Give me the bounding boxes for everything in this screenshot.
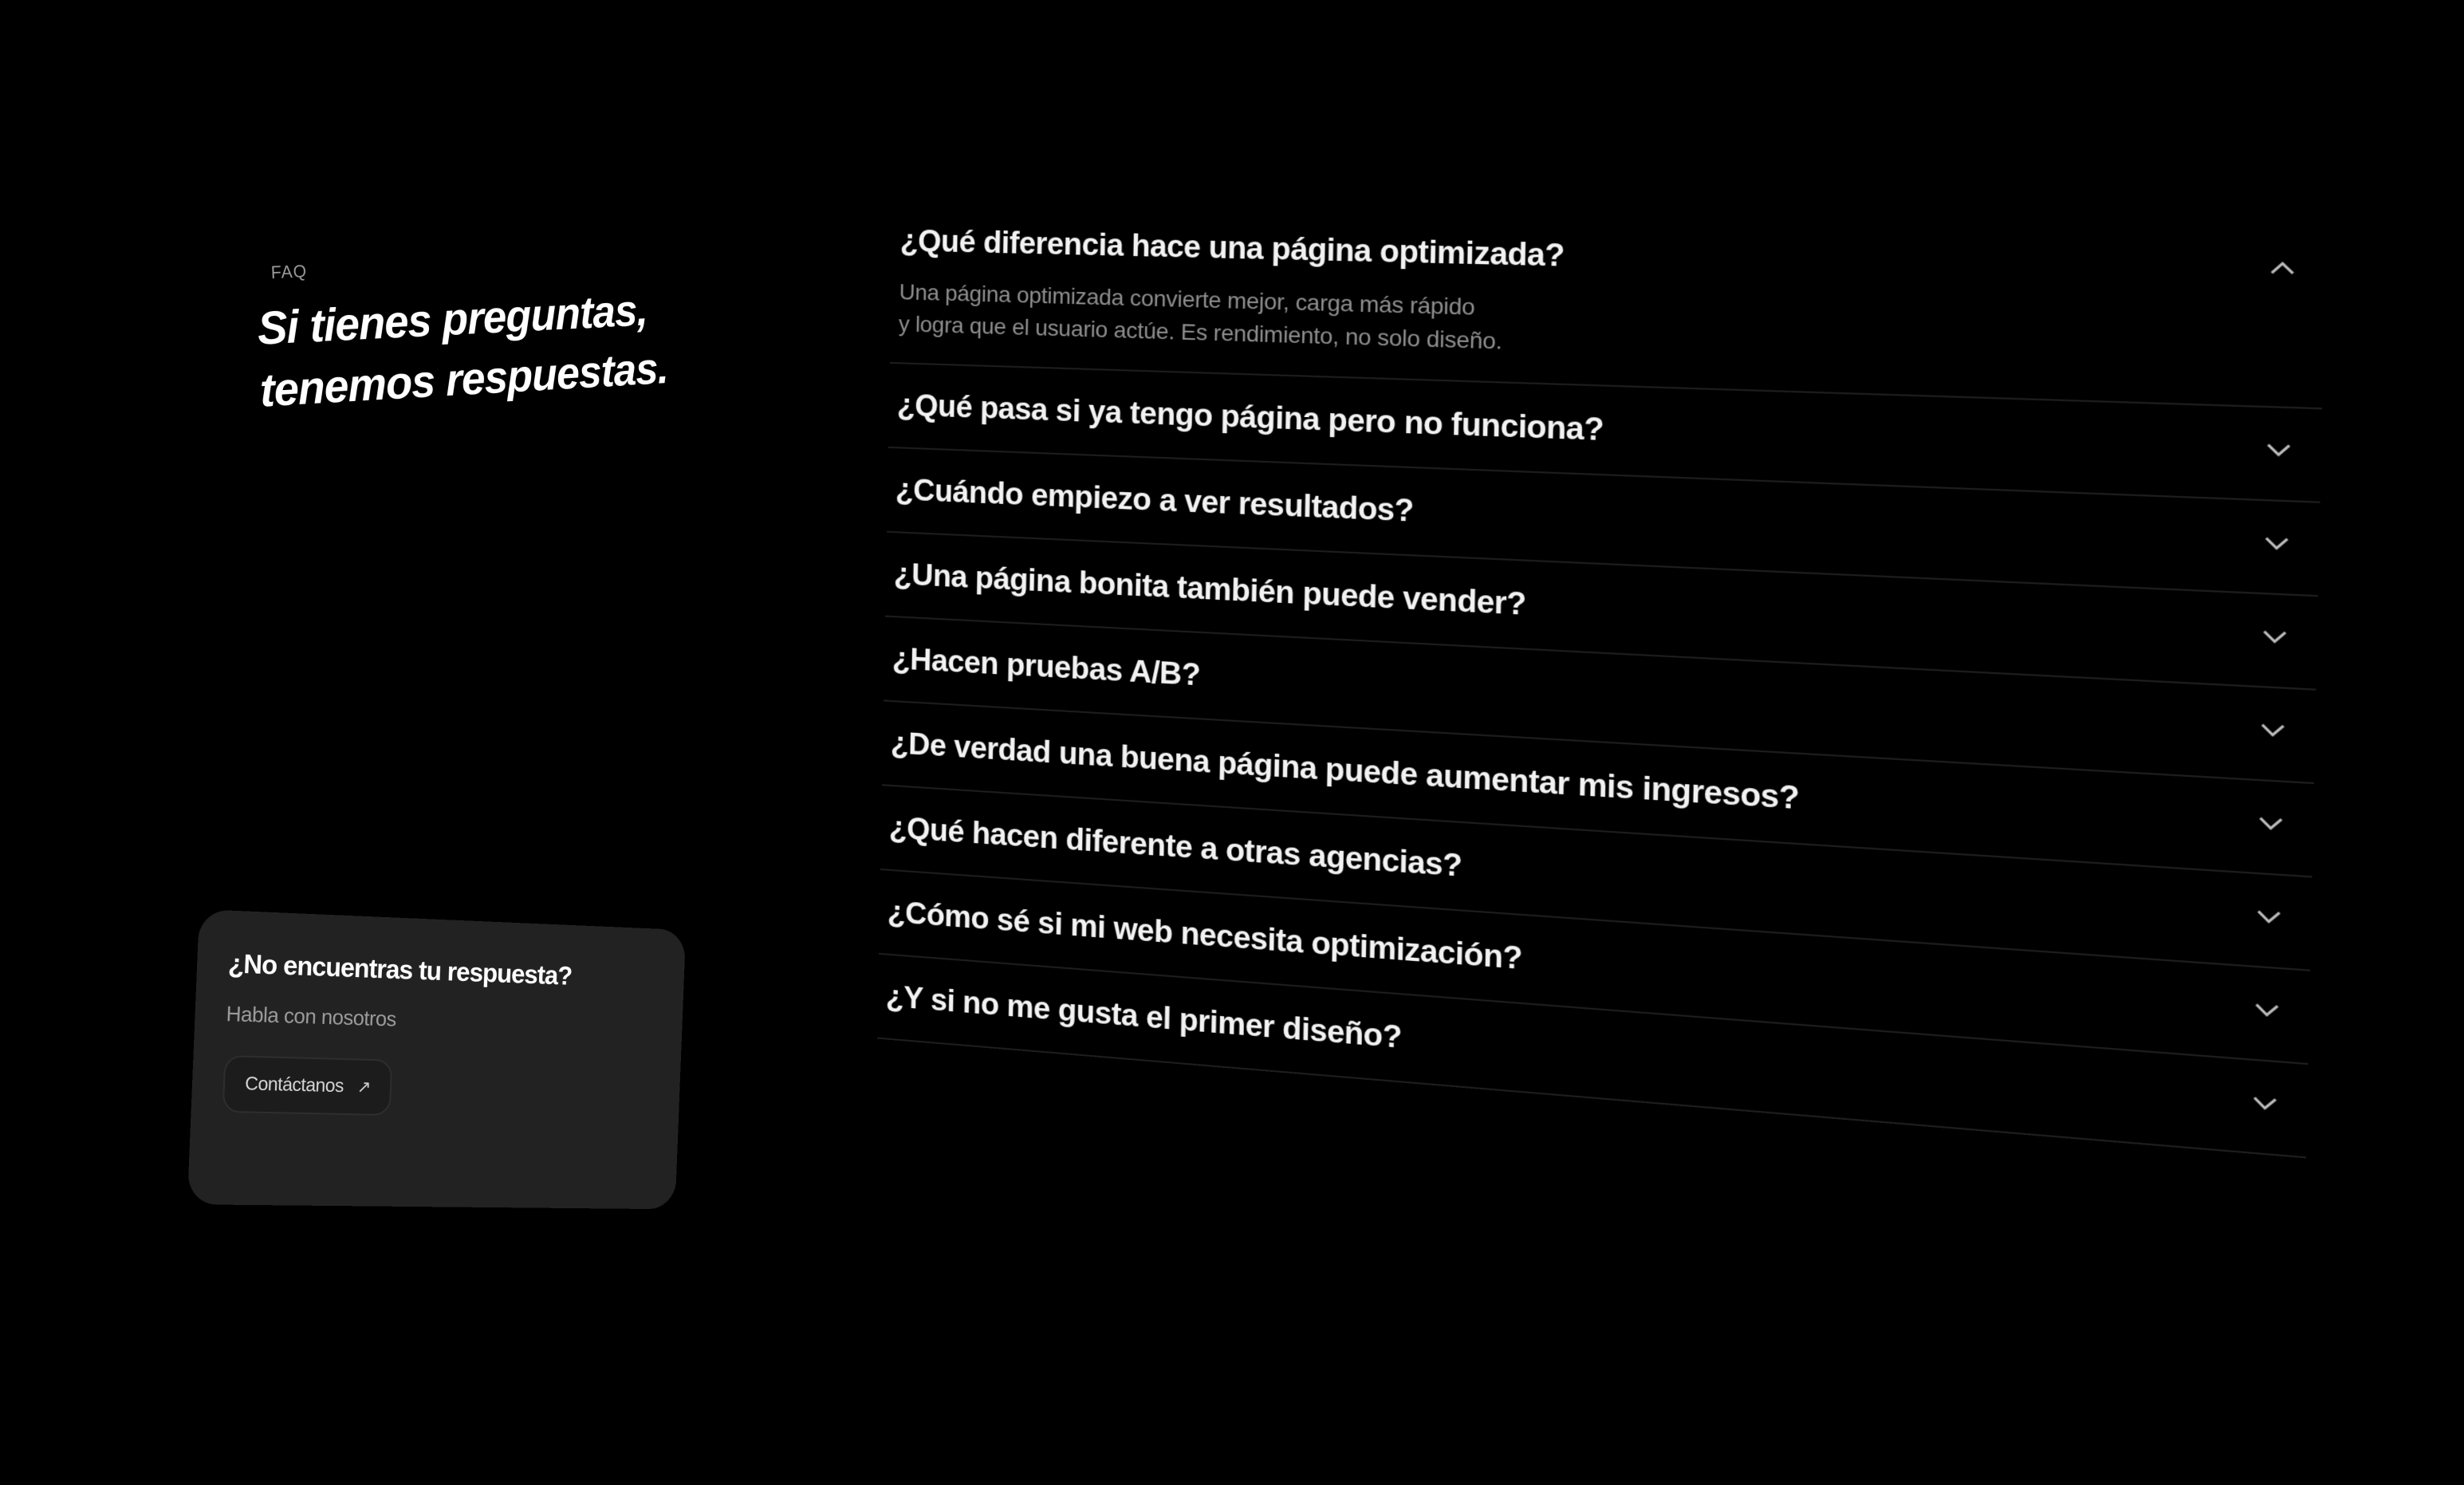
faq-question[interactable]: ¿Una página bonita también puede vender? xyxy=(893,557,1527,623)
faq-question[interactable]: ¿Hacen pruebas A/B? xyxy=(892,642,1201,693)
chevron-up-icon[interactable] xyxy=(2269,260,2296,277)
contact-button[interactable] xyxy=(222,1055,393,1116)
chevron-down-icon[interactable] xyxy=(2255,908,2282,925)
chevron-down-icon[interactable] xyxy=(2257,814,2285,832)
faq-accordion xyxy=(877,199,2326,1158)
faq-answer-line-2: y logra que el usuario actúe. Es rendimiento, no solo diseño. xyxy=(898,311,1502,354)
faq-eyebrow: FAQ xyxy=(270,261,308,283)
faq-intro xyxy=(255,246,711,423)
contact-button-label: Contáctanos xyxy=(244,1073,344,1097)
chevron-down-icon[interactable] xyxy=(2253,1001,2281,1018)
faq-question[interactable]: ¿Cómo sé si mi web necesita optimización? xyxy=(887,895,1523,977)
faq-question[interactable]: ¿Qué diferencia hace una página optimizada? xyxy=(899,224,1565,274)
faq-question[interactable]: ¿De verdad una buena página puede aumentar mis ingresos? xyxy=(890,726,1800,817)
faq-answer-line-1: Una página optimizada convierte mejor, carga más rápido xyxy=(899,279,1475,321)
faq-question[interactable]: ¿Qué pasa si ya tengo página pero no funciona? xyxy=(896,388,1604,448)
contact-card-subtitle: Habla con nosotros xyxy=(226,1002,397,1031)
faq-question[interactable]: ¿Cuándo empiezo a ver resultados? xyxy=(895,473,1415,530)
faq-heading-line-2: tenemos respuestas. xyxy=(258,343,669,417)
chevron-down-icon[interactable] xyxy=(2261,628,2289,644)
faq-heading xyxy=(257,278,712,423)
chevron-down-icon[interactable] xyxy=(2265,441,2292,458)
faq-answer xyxy=(899,276,1615,361)
faq-heading-line-1: Si tienes preguntas, xyxy=(256,286,648,355)
arrow-up-right-icon: ↗ xyxy=(356,1077,372,1097)
chevron-down-icon[interactable] xyxy=(2263,534,2290,551)
faq-question[interactable]: ¿Qué hacen diferente a otras agencias? xyxy=(888,810,1462,884)
chevron-down-icon[interactable] xyxy=(2259,721,2286,739)
contact-card xyxy=(187,909,686,1209)
contact-card-title: ¿No encuentras tu respuesta? xyxy=(227,948,573,991)
chevron-down-icon[interactable] xyxy=(2251,1094,2278,1113)
faq-question[interactable]: ¿Y si no me gusta el primer diseño? xyxy=(885,979,1403,1056)
